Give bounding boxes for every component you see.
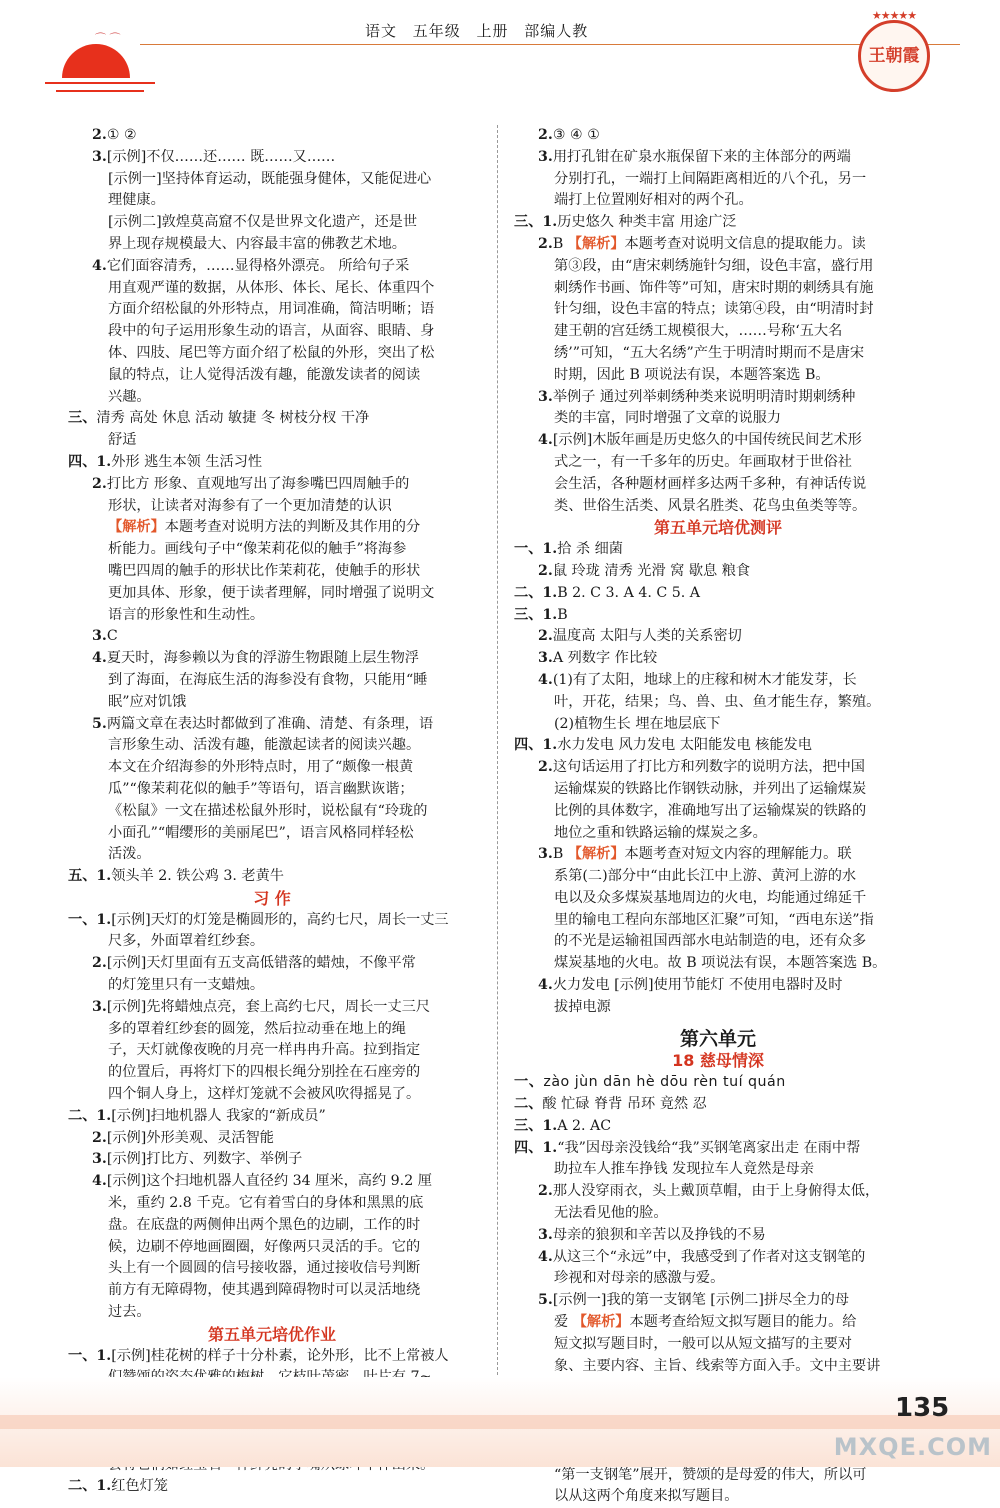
line-text: 本题考查对短文内容的理解能力。联 bbox=[624, 846, 852, 863]
item-number: 3. bbox=[92, 148, 107, 165]
answer-line bbox=[514, 975, 922, 997]
section-heading bbox=[514, 517, 922, 539]
line-text: 系第(二)部分中“由此长江中上游、黄河上游的水 bbox=[554, 868, 857, 885]
line-text: ③ ④ ① bbox=[552, 127, 600, 143]
answer-line bbox=[514, 670, 922, 692]
answer-line bbox=[514, 997, 922, 1019]
line-text: 盘。在底盘的两侧伸出两个黑色的边刷，工作的时 bbox=[108, 1216, 421, 1233]
answer-line bbox=[68, 823, 476, 845]
line-text: “第一支钢笔”展开，赞颂的是母爱的伟大，所以可 bbox=[554, 1466, 867, 1483]
line-text: 地位之重和铁路运输的煤炭之多。 bbox=[554, 824, 767, 841]
line-text: “我”因母亲没钱给“我”买钢笔离家出走 在雨中帮 bbox=[557, 1139, 861, 1156]
line-text: 本题考查给短文拟写题目的能力。给 bbox=[629, 1314, 857, 1331]
line-text: 体、四肢、尾巴等方面介绍了松鼠的外形，突出了松 bbox=[108, 344, 435, 361]
line-text: B 2. C 3. A 4. C 5. A bbox=[557, 584, 701, 601]
logo-text: 王朝霞 bbox=[868, 46, 920, 66]
line-text: B bbox=[552, 846, 568, 863]
answer-line bbox=[514, 147, 922, 169]
item-number: 5. bbox=[538, 1292, 553, 1309]
birds-icon: ⌒ ⌒ bbox=[95, 32, 121, 45]
answer-line bbox=[68, 561, 476, 583]
answer-line bbox=[514, 910, 922, 932]
answer-line bbox=[514, 169, 922, 191]
item-number: 2. bbox=[92, 1129, 107, 1146]
line-text: 习 作 bbox=[253, 888, 291, 908]
item-number: 2. bbox=[92, 955, 107, 972]
answer-line bbox=[514, 321, 922, 343]
page-title: 语文 五年级 上册 部编人教 bbox=[365, 22, 589, 40]
line-text: 本题考查对说明方法的判断及其作用的分 bbox=[164, 519, 421, 536]
answer-line bbox=[514, 953, 922, 975]
answer-line bbox=[514, 779, 922, 801]
answer-line bbox=[514, 212, 922, 234]
answer-line bbox=[514, 474, 922, 496]
answer-line bbox=[514, 931, 922, 953]
answer-line bbox=[514, 844, 922, 866]
column-divider bbox=[497, 125, 498, 1375]
line-text: [示例]天灯的灯笼是椭圆形的，高约七尺，周长一丈三 bbox=[111, 911, 449, 928]
line-text: 本文在介绍海参的外形特点时，用了“颇像一根黄 bbox=[108, 759, 414, 776]
answer-line bbox=[514, 343, 922, 365]
line-text: 这句话运用了打比方和列数字的说明方法，把中国 bbox=[552, 759, 865, 776]
section-heading bbox=[514, 1019, 922, 1051]
line-text: (1)有了太阳，地球上的庄稼和树木才能发芽，长 bbox=[552, 671, 857, 688]
answer-line bbox=[68, 1084, 476, 1106]
answer-line bbox=[68, 147, 476, 169]
answer-line bbox=[68, 670, 476, 692]
answer-line bbox=[514, 1094, 922, 1116]
answer-line bbox=[68, 714, 476, 736]
answer-line bbox=[514, 648, 922, 670]
item-number: 3. bbox=[92, 628, 107, 645]
line-text: 多的罩着红纱套的圆笼，然后拉动垂在地上的绳 bbox=[108, 1020, 406, 1037]
answer-line bbox=[68, 1280, 476, 1302]
item-number: 3. bbox=[538, 650, 553, 667]
line-text: 《松鼠》一文在描述松鼠外形时，说松鼠有“玲珑的 bbox=[108, 802, 428, 819]
answer-line bbox=[514, 1159, 922, 1181]
line-text: 眠”应对饥饿 bbox=[108, 693, 187, 710]
answer-line bbox=[68, 1346, 476, 1368]
answer-line bbox=[68, 1302, 476, 1324]
answer-line bbox=[514, 1290, 922, 1312]
line-text: 鼠的特点，让人觉得活泼有趣，能激发读者的阅读 bbox=[108, 366, 421, 383]
answer-line bbox=[514, 692, 922, 714]
answer-line bbox=[514, 561, 922, 583]
answer-line bbox=[68, 1258, 476, 1280]
line-text: [示例二]敦煌莫高窟不仅是世界文化遗产，还是世 bbox=[108, 214, 418, 231]
line-text: 言形象生动、活泼有趣，能激起读者的阅读兴趣。 bbox=[108, 737, 421, 754]
item-number: 5. bbox=[92, 715, 107, 732]
line-text: 析能力。画线句子中“像茉莉花似的触手”将海参 bbox=[108, 541, 407, 558]
line-text: 类、世俗生活类、风景名胜类、花鸟虫鱼类等等。 bbox=[554, 497, 867, 514]
answer-line bbox=[514, 365, 922, 387]
answer-line bbox=[514, 299, 922, 321]
line-text: 叶，开花，结果；鸟、兽、虫、鱼才能生存，繁殖。 bbox=[554, 693, 881, 710]
section-heading bbox=[68, 888, 476, 910]
answer-line bbox=[68, 1149, 476, 1171]
line-text: 打比方 形象、直观地写出了海参嘴巴四周触手的 bbox=[106, 475, 410, 492]
answer-line bbox=[68, 387, 476, 409]
answer-line bbox=[68, 801, 476, 823]
line-text: 时期，因此 B 项说法有误，本题答案选 B。 bbox=[554, 366, 830, 383]
answer-line bbox=[68, 583, 476, 605]
line-text: C bbox=[106, 628, 118, 645]
line-text: 比例的具体数字，准确地写出了运输煤炭的铁路的 bbox=[554, 802, 867, 819]
line-text: 拾 杀 细菌 bbox=[557, 541, 623, 558]
item-number: 二、1. bbox=[68, 1478, 112, 1495]
answer-line bbox=[514, 430, 922, 452]
answer-line bbox=[68, 692, 476, 714]
item-number: 一、1. bbox=[68, 1347, 112, 1364]
item-number: 2. bbox=[538, 628, 553, 645]
answer-line bbox=[514, 1356, 922, 1378]
answer-line bbox=[68, 539, 476, 561]
line-text: [示例]天灯里面有五支高低错落的蜡烛，不像平常 bbox=[106, 955, 416, 972]
line-text: 活泼。 bbox=[108, 846, 151, 863]
answer-line bbox=[68, 125, 476, 147]
line-text: 助拉车人推车挣钱 发现拉车人竟然是母亲 bbox=[554, 1161, 814, 1178]
answer-line bbox=[514, 626, 922, 648]
answer-line bbox=[68, 234, 476, 256]
analysis-tag: 【解析】 bbox=[108, 519, 165, 536]
line-text: 爱 bbox=[554, 1314, 573, 1331]
answer-line bbox=[514, 866, 922, 888]
answer-line bbox=[68, 1476, 476, 1498]
answer-line bbox=[68, 648, 476, 670]
line-text: 里的输电工程向东部地区汇聚”可知，“西电东送”指 bbox=[554, 911, 874, 928]
line-text: 水力发电 风力发电 太阳能发电 核能发电 bbox=[557, 737, 812, 754]
line-text: 更加具体、形象，便于读者理解，同时增强了说明文 bbox=[108, 584, 435, 601]
line-text: 那人没穿雨衣，头上戴顶草帽，由于上身俯得太低， bbox=[552, 1183, 880, 1200]
line-text: 绣’”可知，“五大名绣”产生于明清时期而不是唐宋 bbox=[554, 344, 865, 361]
item-number: 二、1. bbox=[68, 1107, 112, 1124]
answer-line bbox=[68, 408, 476, 430]
answer-line bbox=[514, 1247, 922, 1269]
line-text: [示例]先将蜡烛点亮，套上高约七尺，周长一丈三尺 bbox=[106, 998, 431, 1015]
line-text: 子，天灯就像夜晚的月亮一样冉冉升高。拉到指定 bbox=[108, 1042, 421, 1059]
answer-line bbox=[514, 1334, 922, 1356]
line-text: [示例]桂花树的样子十分朴素，论外形，比不上常被人 bbox=[111, 1347, 449, 1364]
item-number: 3. bbox=[538, 1226, 553, 1243]
item-number: 4. bbox=[538, 977, 553, 994]
item-number: 四、1. bbox=[514, 1139, 558, 1156]
answer-line bbox=[68, 605, 476, 627]
answer-line bbox=[514, 278, 922, 300]
item-number: 4. bbox=[92, 650, 107, 667]
line-text: 清秀 高处 休息 活动 敏捷 冬 树枝分杈 干净 bbox=[96, 410, 370, 427]
item-number: 2. bbox=[92, 127, 107, 143]
item-number: 2. bbox=[538, 235, 553, 252]
line-text: 界上现存规模最大、内容最丰富的佛教艺术地。 bbox=[108, 235, 406, 252]
answer-line bbox=[68, 169, 476, 191]
line-text: 建王朝的宫廷绣工规模很大，……号称‘五大名 bbox=[554, 323, 843, 340]
item-number: 2. bbox=[538, 127, 553, 143]
answer-line bbox=[68, 1106, 476, 1128]
answer-line bbox=[68, 212, 476, 234]
left-column bbox=[68, 125, 476, 1498]
line-text: [示例]打比方、列数字、举例子 bbox=[106, 1151, 303, 1168]
answer-line bbox=[514, 234, 922, 256]
line-text: 拔掉电源 bbox=[554, 998, 611, 1015]
answer-line bbox=[68, 299, 476, 321]
brand-logo bbox=[858, 9, 930, 92]
answer-line bbox=[68, 365, 476, 387]
answer-line bbox=[514, 1465, 922, 1487]
line-text: 珍视和对母亲的感激与爱。 bbox=[554, 1270, 725, 1287]
line-text: 以从这两个角度来拟写题目。 bbox=[554, 1488, 739, 1505]
line-text: 第五单元培优作业 bbox=[207, 1324, 336, 1344]
line-text: 本题考查对说明文信息的提取能力。读 bbox=[624, 235, 866, 252]
item-number: 一、1. bbox=[68, 911, 112, 928]
line-text: A 2. AC bbox=[557, 1117, 612, 1134]
item-number: 3. bbox=[92, 1151, 107, 1168]
line-text: 第五单元培优测评 bbox=[653, 518, 782, 538]
answer-line bbox=[68, 931, 476, 953]
line-text: zào jùn dān hè dōu rèn tuí quán bbox=[543, 1074, 786, 1091]
answer-line bbox=[514, 1312, 922, 1334]
item-number: 3. bbox=[92, 998, 107, 1015]
line-text: 兴趣。 bbox=[108, 388, 151, 405]
line-text: 第六单元 bbox=[679, 1027, 756, 1050]
analysis-tag: 【解析】 bbox=[567, 846, 625, 863]
line-text: [示例一]坚持体育运动，既能强身健体，又能促进心 bbox=[108, 170, 432, 187]
answer-line bbox=[514, 496, 922, 518]
line-text: 短文拟写题目时，一般可以从短文描写的主要对 bbox=[554, 1335, 852, 1352]
answer-line bbox=[68, 343, 476, 365]
answer-line bbox=[514, 1181, 922, 1203]
header-rule bbox=[140, 44, 960, 45]
item-number: 2. bbox=[538, 562, 553, 579]
line-text: 运输煤炭的铁路比作钢铁动脉，并列出了运输煤炭 bbox=[554, 780, 867, 797]
line-text: 鼠 玲珑 清秀 光滑 窝 歇息 粮食 bbox=[552, 562, 751, 579]
answer-line bbox=[514, 539, 922, 561]
line-text: 分别打孔，一端打上间隔距离相近的八个孔，另一 bbox=[554, 170, 867, 187]
answer-line bbox=[514, 408, 922, 430]
item-number: 2. bbox=[538, 759, 553, 776]
answer-line bbox=[68, 844, 476, 866]
line-text: 历史悠久 种类丰富 用途广泛 bbox=[557, 214, 737, 231]
line-text: 会生活，各种题材画样多达两千多种，有神话传说 bbox=[554, 475, 867, 492]
answer-line bbox=[68, 1019, 476, 1041]
line-text: 嘴巴四周的触手的形状比作茉莉花，使触手的形状 bbox=[108, 562, 421, 579]
item-number: 4. bbox=[92, 1173, 107, 1190]
item-number: 4. bbox=[92, 257, 107, 274]
line-text: 语言的形象性和生动性。 bbox=[108, 606, 265, 623]
line-text: (2)植物生长 埋在地层底下 bbox=[554, 715, 721, 732]
item-number: 4. bbox=[538, 671, 553, 688]
analysis-tag: 【解析】 bbox=[572, 1314, 630, 1331]
answer-line bbox=[68, 1062, 476, 1084]
line-text: 的位置后，再将灯下的四根长绳分别拴在石座旁的 bbox=[108, 1064, 421, 1081]
line-text: 的不光是运输祖国西部水电站制造的电，还有众多 bbox=[554, 933, 867, 950]
item-number: 二、1. bbox=[514, 584, 558, 601]
answer-line bbox=[68, 1237, 476, 1259]
line-text: 第③段，由“唐宋刺绣施针匀细，设色丰富，盛行用 bbox=[554, 257, 874, 274]
line-text: 小面孔”“帽缨形的美丽尾巴”，语言风格同样轻松 bbox=[108, 824, 414, 841]
answer-line bbox=[68, 910, 476, 932]
line-text: 举例子 通过列举刺绣种类来说明明清时期刺绣种 bbox=[552, 388, 856, 405]
line-text: 刺绣作书画、饰件等”可知，唐宋时期的刺绣具有施 bbox=[554, 279, 874, 296]
line-text: 用打孔钳在矿泉水瓶保留下来的主体部分的两端 bbox=[552, 148, 851, 165]
answer-line bbox=[68, 626, 476, 648]
answer-line bbox=[514, 735, 922, 757]
item-number: 3. bbox=[538, 388, 553, 405]
answer-line bbox=[514, 256, 922, 278]
answer-line bbox=[68, 997, 476, 1019]
answer-line bbox=[514, 801, 922, 823]
line-text: 象、主要内容、主旨、线索等方面入手。文中主要讲 bbox=[554, 1357, 881, 1374]
line-text: 的灯笼里只有一支蜡烛。 bbox=[108, 977, 265, 994]
line-text: 煤炭基地的火电。故 B 项说法有误，本题答案选 B。 bbox=[554, 955, 887, 972]
item-number: 4. bbox=[538, 1248, 553, 1265]
line-text: 火力发电 [示例]使用节能灯 不使用电器时及时 bbox=[552, 977, 843, 994]
answer-line bbox=[514, 1225, 922, 1247]
answer-line bbox=[514, 888, 922, 910]
line-text: 母亲的狼狈和辛苦以及挣钱的不易 bbox=[552, 1226, 766, 1243]
item-number: 三、1. bbox=[514, 1117, 558, 1134]
line-text: 外形 逃生本领 生活习性 bbox=[111, 453, 263, 470]
line-text: [示例]外形美观、灵活智能 bbox=[106, 1129, 274, 1146]
section-heading bbox=[68, 1324, 476, 1346]
line-text: 18 慈母情深 bbox=[672, 1051, 764, 1071]
stars-icon: ★★★★★ bbox=[871, 9, 917, 22]
answer-line bbox=[68, 1040, 476, 1062]
item-number: 四、1. bbox=[68, 453, 112, 470]
line-text: 舒适 bbox=[108, 432, 137, 449]
item-number: 五、1. bbox=[68, 868, 112, 885]
answer-line bbox=[68, 430, 476, 452]
answer-line bbox=[514, 1072, 922, 1094]
answer-line bbox=[514, 125, 922, 147]
line-text: 夏天时，海参赖以为食的浮游生物跟随上层生物浮 bbox=[106, 650, 419, 667]
answer-line bbox=[68, 953, 476, 975]
item-number: 二、 bbox=[514, 1096, 543, 1113]
answer-line bbox=[68, 321, 476, 343]
line-text: B bbox=[552, 235, 568, 252]
line-text: [示例]扫地机器人 我家的“新成员” bbox=[111, 1107, 326, 1124]
line-text: [示例]这个扫地机器人直径约 34 厘米，高约 9.2 厘 bbox=[106, 1173, 432, 1190]
answer-line bbox=[68, 474, 476, 496]
item-number: 3. bbox=[538, 148, 553, 165]
item-number: 四、1. bbox=[514, 737, 558, 754]
item-number: 4. bbox=[538, 432, 553, 449]
answer-line bbox=[68, 866, 476, 888]
answer-line bbox=[514, 605, 922, 627]
answer-line bbox=[514, 1138, 922, 1160]
answer-line bbox=[68, 1171, 476, 1193]
answer-line bbox=[68, 1128, 476, 1150]
answer-line bbox=[514, 1486, 922, 1508]
line-text: 候，边刷不停地画圈圈，好像两只灵活的手。它的 bbox=[108, 1238, 421, 1255]
answer-line bbox=[514, 452, 922, 474]
line-text: [示例]不仅……还…… 既……又…… bbox=[106, 148, 336, 165]
item-number: 2. bbox=[538, 1183, 553, 1200]
answer-line bbox=[514, 1116, 922, 1138]
answer-line bbox=[68, 757, 476, 779]
line-text: 理健康。 bbox=[108, 192, 165, 209]
line-text: A 列数字 作比较 bbox=[552, 650, 658, 667]
line-text: 用直观严谨的数据，从体形、体长、尾长、体重四个 bbox=[108, 279, 435, 296]
answer-line bbox=[514, 757, 922, 779]
item-number: 三、1. bbox=[514, 606, 558, 623]
line-text: 针匀细，设色丰富的特点；读第④段，由“明清时封 bbox=[554, 301, 874, 318]
line-text: 头上有一个圆圆的信号接收器，通过接收信号判断 bbox=[108, 1260, 421, 1277]
line-text: 酸 忙碌 脊背 吊环 竟然 忍 bbox=[542, 1096, 707, 1113]
line-text: 领头羊 2. 铁公鸡 3. 老黄牛 bbox=[111, 868, 284, 885]
line-text: [示例]木版年画是历史悠久的中国传统民间艺术形 bbox=[552, 432, 862, 449]
answer-line bbox=[514, 823, 922, 845]
line-text: 瓜”“像茉莉花似的触手”等语句，语言幽默诙谐； bbox=[108, 780, 414, 797]
line-text: 米，重约 2.8 千克。它有着雪白的身体和黑黑的底 bbox=[108, 1195, 424, 1212]
item-number: 一、 bbox=[514, 1074, 544, 1091]
answer-line bbox=[514, 387, 922, 409]
line-text: 四个铜人身上，这样灯笼就不会被风吹得摇晃了。 bbox=[108, 1086, 421, 1103]
item-number: 3. bbox=[538, 846, 553, 863]
answer-line bbox=[68, 975, 476, 997]
answer-line bbox=[68, 1215, 476, 1237]
line-text: 红色灯笼 bbox=[111, 1478, 168, 1495]
line-text: 尺多，外面罩着红纱套。 bbox=[108, 933, 265, 950]
section-heading bbox=[514, 1050, 922, 1072]
analysis-tag: 【解析】 bbox=[567, 235, 625, 252]
right-column bbox=[514, 125, 922, 1508]
answer-line bbox=[514, 1268, 922, 1290]
line-text: 电以及众多煤炭基地周边的火电，均能通过绵延千 bbox=[554, 889, 867, 906]
answer-line bbox=[68, 779, 476, 801]
line-text: 前方有无障碍物，使其遇到障碍物时可以灵活地绕 bbox=[108, 1282, 421, 1299]
line-text: 段中的句子运用形象生动的语言，从面容、眼睛、身 bbox=[108, 323, 435, 340]
answer-line bbox=[68, 452, 476, 474]
answer-line bbox=[68, 256, 476, 278]
line-text: 温度高 太阳与人类的关系密切 bbox=[552, 628, 742, 645]
item-number: 三、 bbox=[68, 410, 97, 427]
answer-line bbox=[68, 278, 476, 300]
line-text: 过去。 bbox=[108, 1304, 151, 1321]
line-text: 类的丰富，同时增强了文章的说服力 bbox=[554, 410, 782, 427]
line-text: 端打上位置刚好相对的两个孔。 bbox=[554, 192, 753, 209]
line-text: 式之一，有一千多年的历史。年画取材于世俗社 bbox=[554, 453, 852, 470]
line-text: 无法看见他的脸。 bbox=[554, 1205, 668, 1222]
answer-line bbox=[514, 1203, 922, 1225]
line-text: B bbox=[557, 606, 568, 623]
line-text: [示例一]我的第一支钢笔 [示例二]拼尽全力的母 bbox=[552, 1292, 850, 1309]
line-text: ① ② bbox=[106, 127, 137, 143]
answer-line bbox=[68, 735, 476, 757]
answer-line bbox=[514, 190, 922, 212]
answer-line bbox=[68, 496, 476, 518]
item-number: 一、1. bbox=[514, 541, 558, 558]
watermark: MXQE.COM bbox=[833, 1433, 992, 1461]
page-number: 135 bbox=[895, 1393, 950, 1423]
item-number: 2. bbox=[92, 475, 107, 492]
answer-line bbox=[68, 190, 476, 212]
answer-line bbox=[68, 517, 476, 539]
answer-line bbox=[514, 714, 922, 736]
line-text: 形状，让读者对海参有了一个更加清楚的认识 bbox=[108, 497, 392, 514]
line-text: 方面介绍松鼠的外形特点，用词准确，简洁明晰；语 bbox=[108, 301, 435, 318]
answer-line bbox=[68, 1193, 476, 1215]
line-text: 它们面容清秀，……显得格外漂亮。 所给句子采 bbox=[106, 257, 410, 274]
answer-line bbox=[514, 583, 922, 605]
line-text: 两篇文章在表达时都做到了准确、清楚、有条理，语 bbox=[106, 715, 434, 732]
item-number: 三、1. bbox=[514, 214, 558, 231]
line-text: 到了海面，在海底生活的海参没有食物，只能用“睡 bbox=[108, 671, 428, 688]
line-text: 从这三个“永远”中，我感受到了作者对这支钢笔的 bbox=[552, 1248, 866, 1265]
